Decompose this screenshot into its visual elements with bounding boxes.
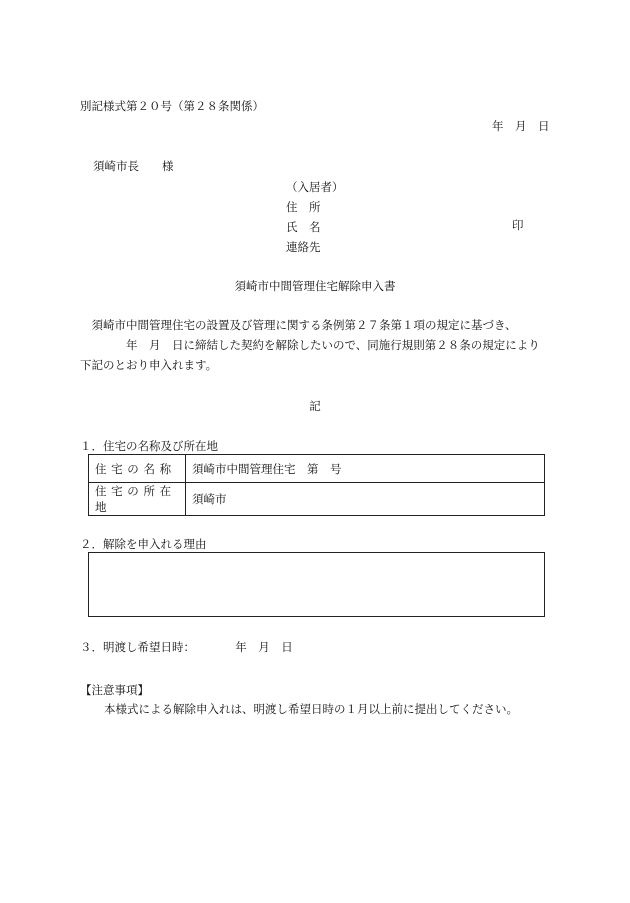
document-title: 須崎市中間管理住宅解除申入書 xyxy=(234,279,396,293)
body-line-1: 須崎市中間管理住宅の設置及び管理に関する条例第２７条第１項の規定に基づき、 xyxy=(80,318,517,332)
addressee: 須崎市長 様 xyxy=(93,159,174,173)
notes-text: 本様式による解除申入れは、明渡し希望日時の１月以上前に提出してください。 xyxy=(104,702,518,716)
body-line-2: 年 月 日に締結した契約を解除したいので、同施行規則第２８条の規定により xyxy=(80,338,540,352)
ki-heading: 記 xyxy=(309,399,321,413)
reason-input-box[interactable] xyxy=(88,552,545,617)
form-number: 別記様式第２０号（第２８条関係） xyxy=(80,99,264,113)
date-line: 年 月 日 xyxy=(492,119,550,133)
table-row xyxy=(89,483,545,516)
section-1-heading: １．住宅の名称及び所在地 xyxy=(80,439,218,453)
body-paragraph xyxy=(80,315,550,375)
notes-heading: 【注意事項】 xyxy=(80,683,149,697)
property-name-value[interactable]: 須崎市中間管理住宅 第 号 xyxy=(186,455,545,483)
seal-mark: 印 xyxy=(512,218,524,232)
section-2-heading: ２．解除を申入れる理由 xyxy=(80,537,207,551)
section-3-heading: ３．明渡し希望日時： 年 月 日 xyxy=(80,640,293,654)
property-location-label: 住 宅 の 所 在 地 xyxy=(89,483,186,516)
applicant-block xyxy=(286,177,344,257)
contact-label: 連絡先 xyxy=(286,240,321,254)
body-line-3: 下記のとおり申入れます。 xyxy=(80,358,218,372)
applicant-heading: （入居者） xyxy=(286,180,344,194)
property-table xyxy=(88,454,545,516)
property-location-value[interactable]: 須崎市 xyxy=(186,483,545,516)
address-label: 住 所 xyxy=(286,200,321,214)
property-name-label: 住 宅 の 名 称 xyxy=(89,455,186,483)
name-label: 氏 名 xyxy=(286,220,321,234)
table-row xyxy=(89,455,545,483)
